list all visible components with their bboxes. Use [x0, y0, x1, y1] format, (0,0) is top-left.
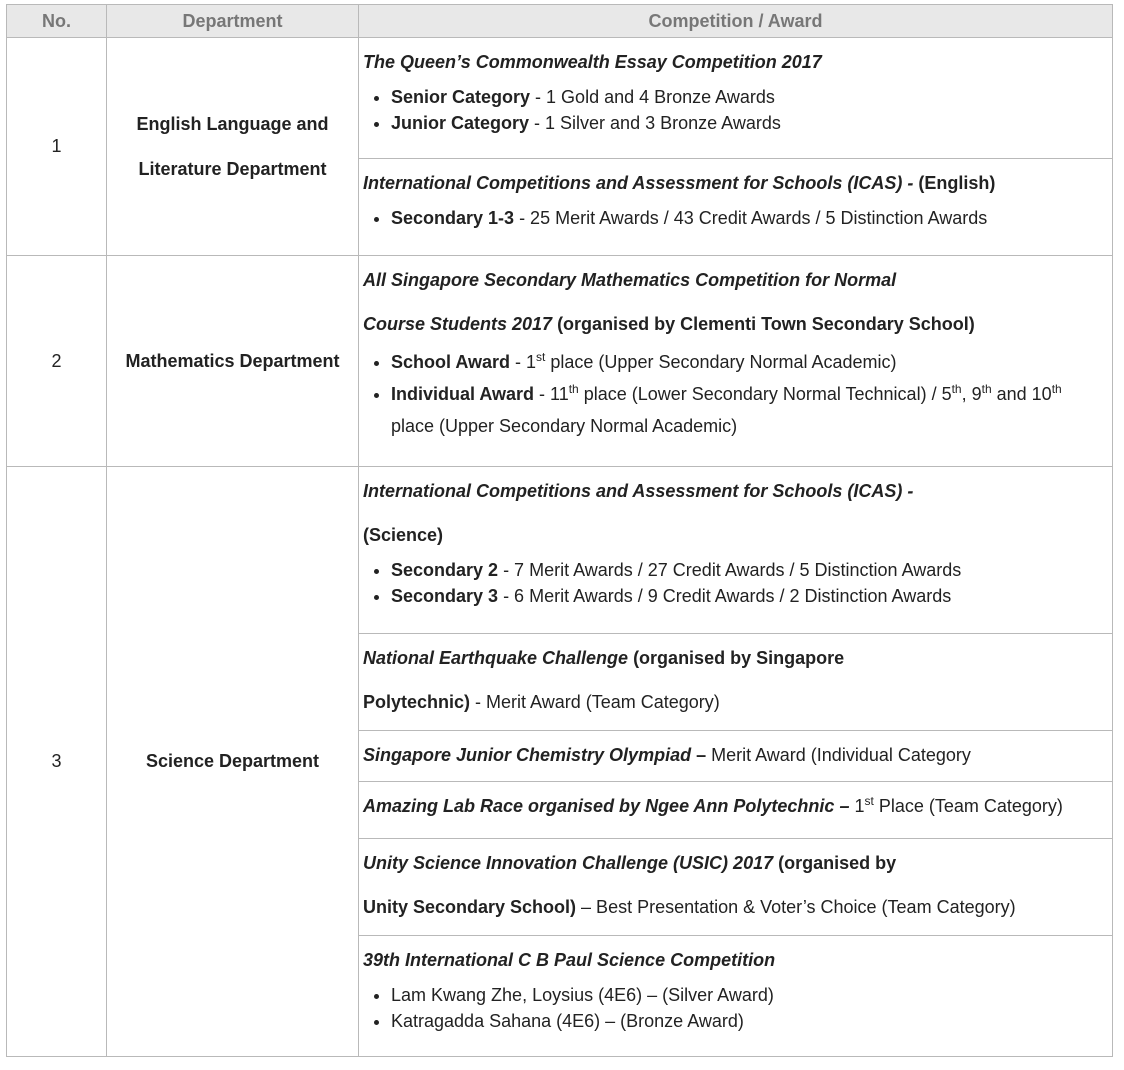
item-label: Secondary 1-3 [391, 208, 515, 228]
department-line: English Language and [136, 113, 329, 134]
competition-suffix: (organised by [773, 853, 897, 873]
header-award: Competition / Award [359, 5, 1113, 38]
item-text: place (Upper Secondary Normal Academic) [545, 352, 897, 372]
competition-title: Amazing Lab Race organised by Ngee Ann Polytechnic – [363, 796, 850, 816]
award-cell [359, 38, 1113, 256]
competition-suffix: (organised by Singapore [628, 648, 845, 668]
row-number: 2 [7, 256, 107, 467]
award-entry [359, 38, 1112, 158]
competition-title: Unity Science Innovation Challenge (USIC) 2017 [363, 853, 774, 873]
header-row [7, 5, 1113, 38]
item-label: Individual Award [391, 384, 535, 404]
competition-suffix: (organised by Clementi Town Secondary School) [552, 314, 975, 334]
list-item [391, 346, 1107, 378]
competition-suffix: (Science) [363, 525, 444, 545]
list-item [391, 378, 1107, 442]
list-item [391, 205, 1107, 231]
award-list [363, 205, 1107, 231]
item-text: and 10 [991, 384, 1052, 404]
awards-table [6, 4, 1113, 1057]
item-label: School Award [391, 352, 511, 372]
award-entry [359, 158, 1112, 255]
competition-detail [363, 885, 1107, 929]
award-cell [359, 256, 1113, 467]
list-item [391, 557, 1107, 583]
award-list [363, 346, 1107, 442]
competition-heading [363, 841, 1107, 885]
competition-title: National Earthquake Challenge [363, 648, 629, 668]
item-text: 1 [849, 796, 865, 816]
award-list [363, 557, 1107, 609]
item-text: place (Upper Secondary Normal Academic) [391, 416, 738, 436]
item-text: - Merit Award (Team Category) [470, 692, 720, 712]
award-entry [359, 838, 1112, 935]
competition-heading [363, 302, 1107, 346]
competition-title: The Queen’s Commonwealth Essay Competition 2017 [363, 52, 822, 72]
ordinal-suffix: st [864, 794, 874, 808]
table-row [7, 38, 1113, 256]
competition-title: International Competitions and Assessment for Schools (ICAS) - [363, 173, 914, 193]
department-cell [107, 38, 359, 256]
table-row [7, 467, 1113, 1057]
table-row [7, 256, 1113, 467]
competition-title: 39th International C B Paul Science Competition [363, 950, 776, 970]
competition-heading [363, 161, 1107, 205]
item-text: - 1 Silver and 3 Bronze Awards [529, 113, 781, 133]
competition-heading [363, 636, 1107, 680]
award-entry [359, 781, 1112, 838]
item-text: - 11 [534, 384, 569, 404]
award-entry [359, 256, 1112, 466]
award-entry [359, 935, 1112, 1056]
list-item: • Katragadda Sahana (4E6) – (Bronze Award) [391, 1008, 1107, 1034]
competition-title: Course Students 2017 [363, 314, 553, 334]
item-label: Senior Category [391, 87, 531, 107]
item-text: , 9 [961, 384, 982, 404]
item-text: Place (Team Category) [873, 796, 1063, 816]
item-text: - 1 [510, 352, 537, 372]
competition-title: All Singapore Secondary Mathematics Competition for Normal [363, 270, 897, 290]
department-cell: Science Department [107, 467, 359, 1057]
item-text: - 1 Gold and 4 Bronze Awards [530, 87, 775, 107]
list-item [391, 84, 1107, 110]
award-entry [359, 467, 1112, 633]
award-cell [359, 467, 1113, 1057]
award-entry [359, 633, 1112, 730]
ordinal-suffix: th [568, 382, 579, 396]
list-item: • Lam Kwang Zhe, Loysius (4E6) – (Silver Award) [391, 982, 1107, 1008]
list-item [391, 110, 1107, 136]
competition-detail [363, 680, 1107, 724]
ordinal-suffix: th [1051, 382, 1062, 396]
competition-title: International Competitions and Assessment for Schools (ICAS) - [363, 481, 914, 501]
header-no: No. [7, 5, 107, 38]
item-text: - 7 Merit Awards / 27 Credit Awards / 5 Distinction Awards [498, 560, 962, 580]
competition-title: Singapore Junior Chemistry Olympiad [363, 745, 692, 765]
ordinal-suffix: th [981, 382, 992, 396]
item-text: - 6 Merit Awards / 9 Credit Awards / 2 Distinction Awards [498, 586, 952, 606]
competition-suffix: Polytechnic) [363, 692, 471, 712]
item-text: – Best Presentation & Voter’s Choice (Team Category) [576, 897, 1016, 917]
ordinal-suffix: st [536, 350, 546, 364]
item-label: Junior Category [391, 113, 530, 133]
header-department: Department [107, 5, 359, 38]
item-label: Secondary 2 [391, 560, 499, 580]
item-text: Merit Award (Individual Category [706, 745, 971, 765]
row-number: 1 [7, 38, 107, 256]
item-label: Secondary 3 [391, 586, 499, 606]
department-cell: Mathematics Department [107, 256, 359, 467]
award-list [363, 84, 1107, 136]
competition-suffix: Unity Secondary School) [363, 897, 577, 917]
item-text: - 25 Merit Awards / 43 Credit Awards / 5 Distinction Awards [514, 208, 988, 228]
competition-suffix: (English) [913, 173, 996, 193]
award-entry [359, 730, 1112, 781]
list-item [391, 583, 1107, 609]
item-text: place (Lower Secondary Normal Technical) / 5 [578, 384, 952, 404]
ordinal-suffix: th [951, 382, 962, 396]
department-line: Literature Department [138, 158, 327, 179]
dash: – [691, 745, 707, 765]
row-number: 3 [7, 467, 107, 1057]
award-list [363, 982, 1107, 1034]
